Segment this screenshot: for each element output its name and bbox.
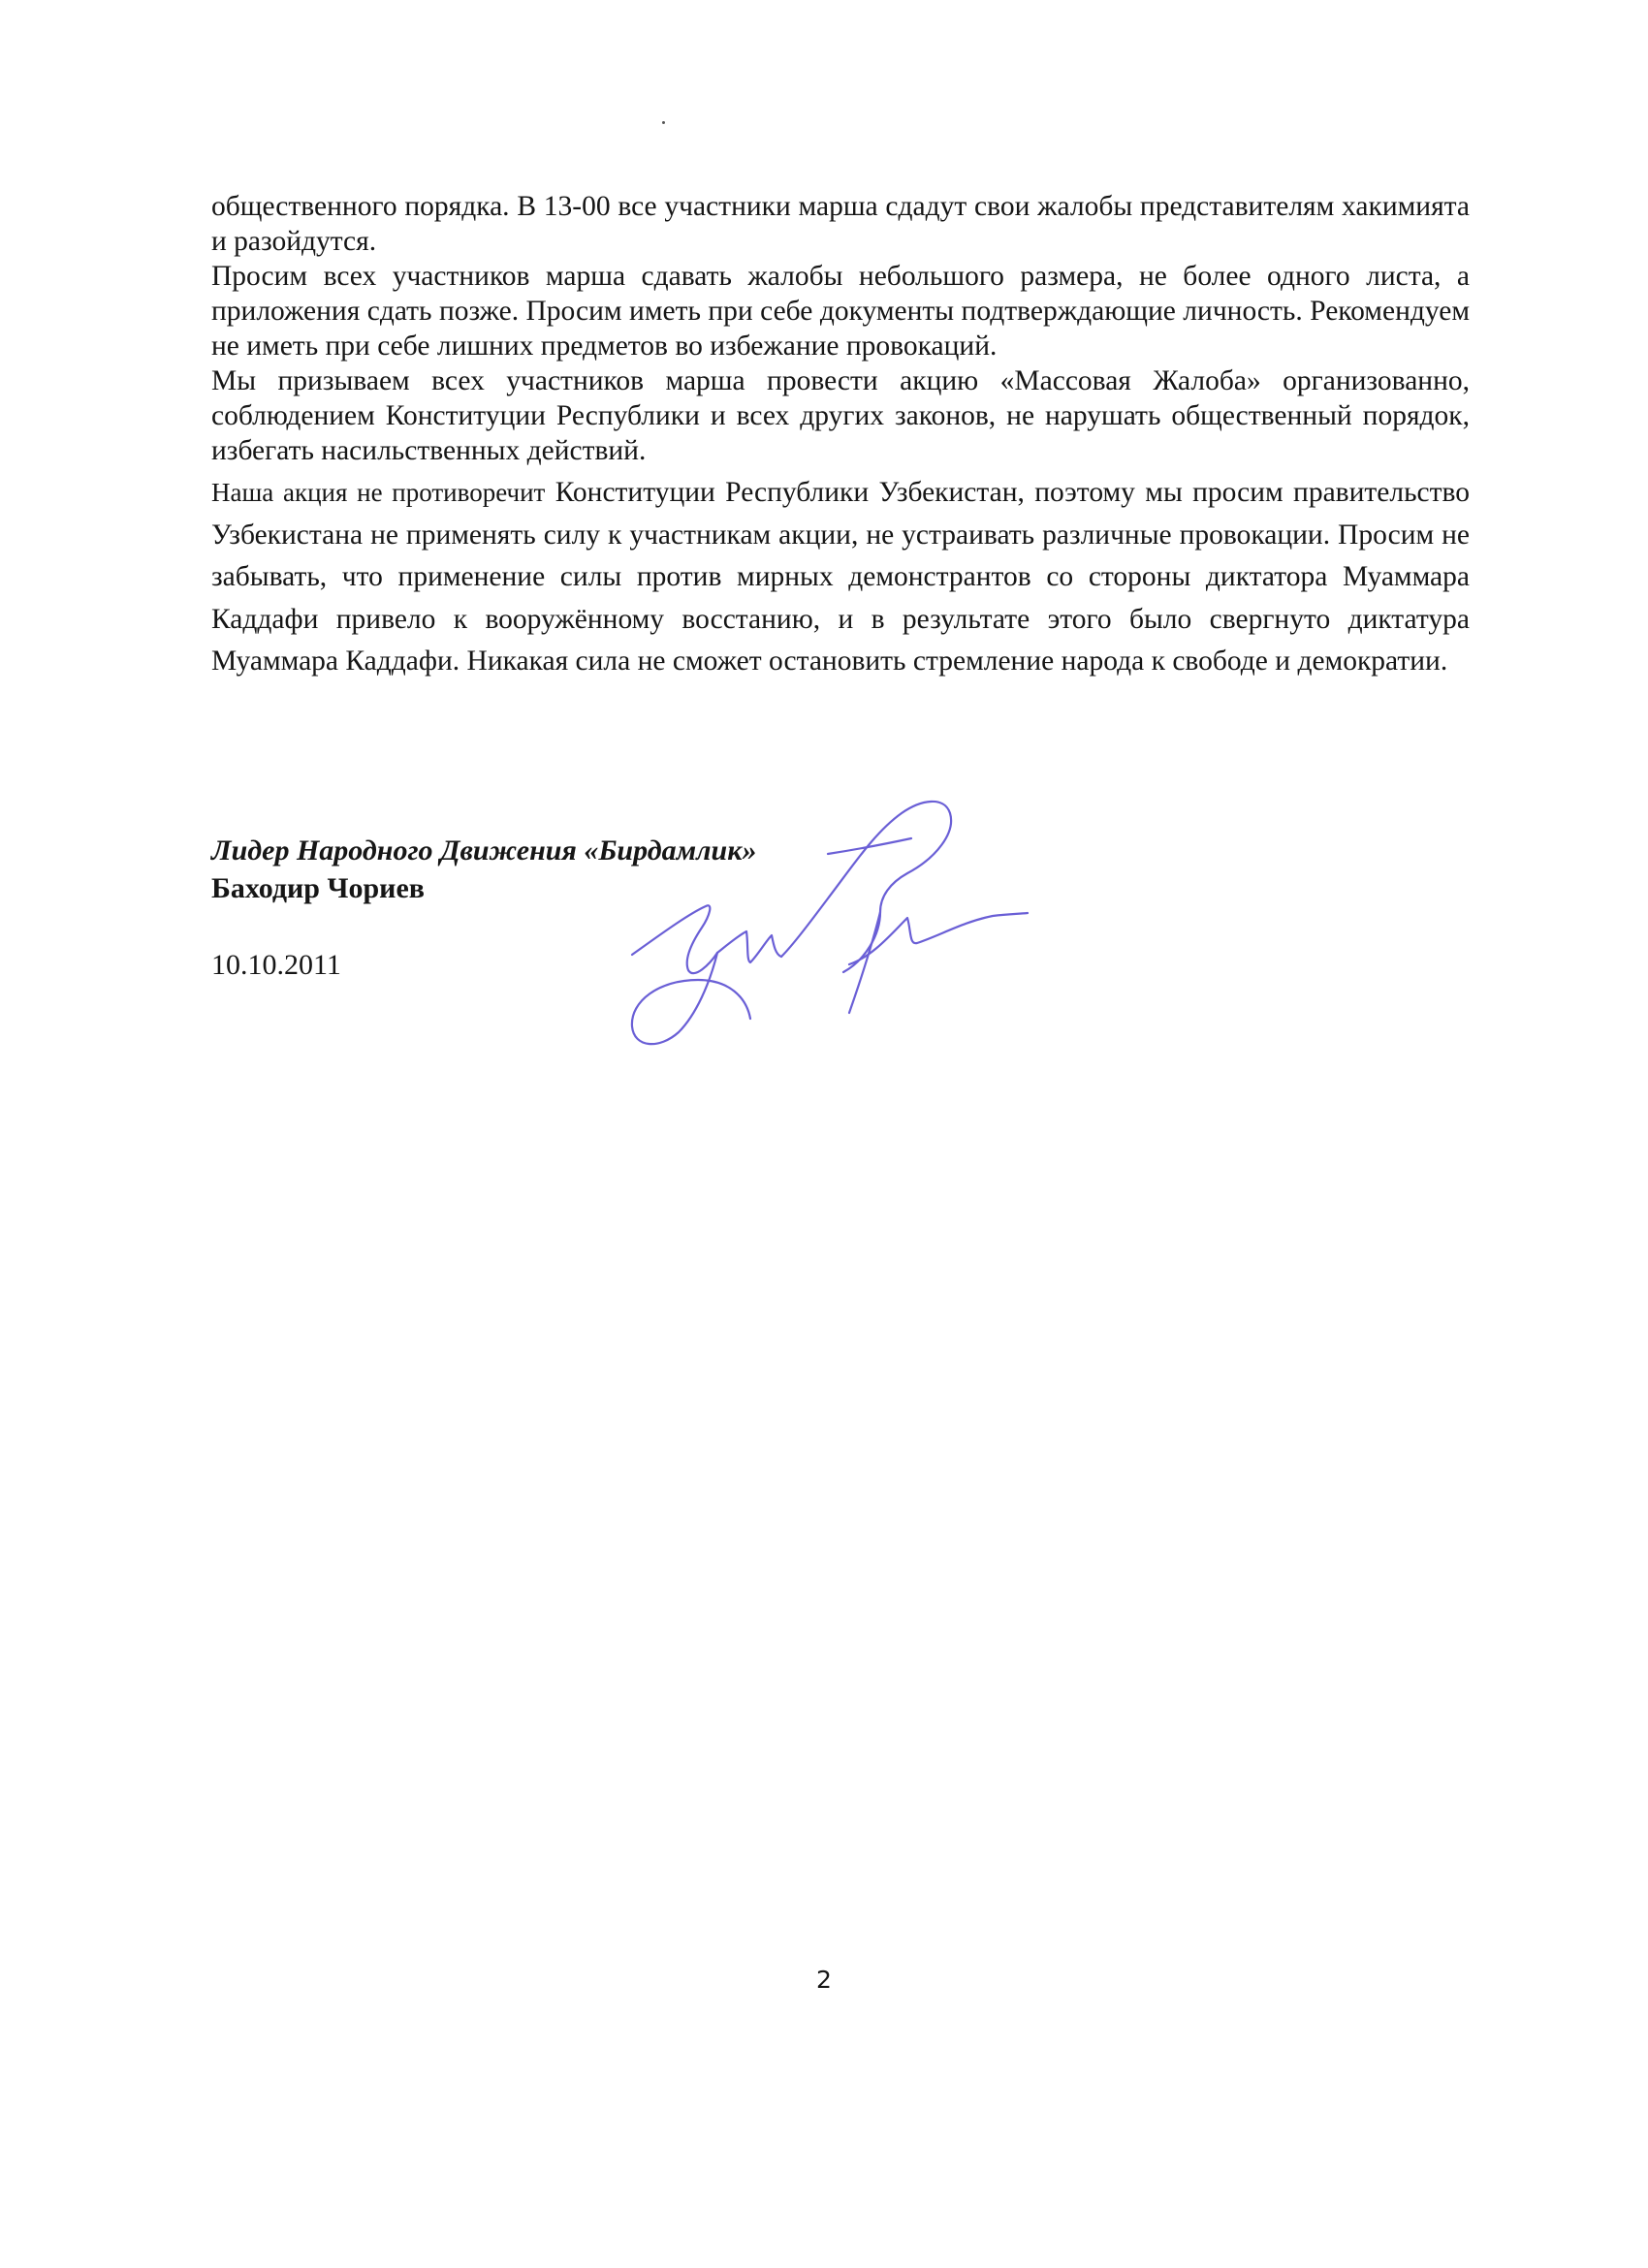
signature-stroke-4 <box>781 802 951 972</box>
document-body <box>211 189 1470 683</box>
paragraph-1: общественного порядка. В 13-00 все участники марша сдадут свои жалобы представителям хакимията и разойдутся. <box>211 191 1470 257</box>
signature-stroke-6 <box>849 913 1028 964</box>
paragraph-4-rest: Конституции Республики Узбекистан, поэтому мы просим правительство Узбекистана не применять силу к участникам акции, не устраивать различные провокации. Просим не забывать, что применение силы против мирных демонстрантов со стороны диктатора Муаммара Каддафи привело к вооружённому восстанию, и в результате этого было свергнуто диктатура Муаммара Каддафи. Никакая сила не сможет остановить стремление народа к свободе и демократии. <box>211 477 1471 677</box>
signature-stroke-7 <box>828 838 911 854</box>
signature-stroke-2 <box>632 953 750 1044</box>
signature-stroke-3 <box>717 931 781 962</box>
scan-speck <box>662 121 665 124</box>
paragraph-4-lead: Наша акция не противоречит <box>211 478 546 507</box>
paragraph-4 <box>211 472 1470 683</box>
signoff-name: Баходир Чориев <box>211 872 425 904</box>
signoff-title: Лидер Народного Движения «Бирдамлик» <box>211 835 757 866</box>
paragraph-3: Мы призываем всех участников марша провести акцию «Массовая Жалоба» организованно, соблюдением Конституции Республики и всех других законов, не нарушать общественный порядок, избегать насильственных действий. <box>211 365 1470 466</box>
page-number: 2 <box>816 1966 832 1994</box>
document-date: 10.10.2011 <box>211 949 341 981</box>
handwritten-signature <box>620 790 1202 1071</box>
signature-stroke-1 <box>632 905 717 973</box>
paragraph-2: Просим всех участников марша сдавать жалобы небольшого размера, не более одного листа, а приложения сдать позже. Просим иметь при себе документы подтверждающие личность. Рекомендуем не иметь при себе лишних предметов во избежание провокаций. <box>211 261 1470 362</box>
